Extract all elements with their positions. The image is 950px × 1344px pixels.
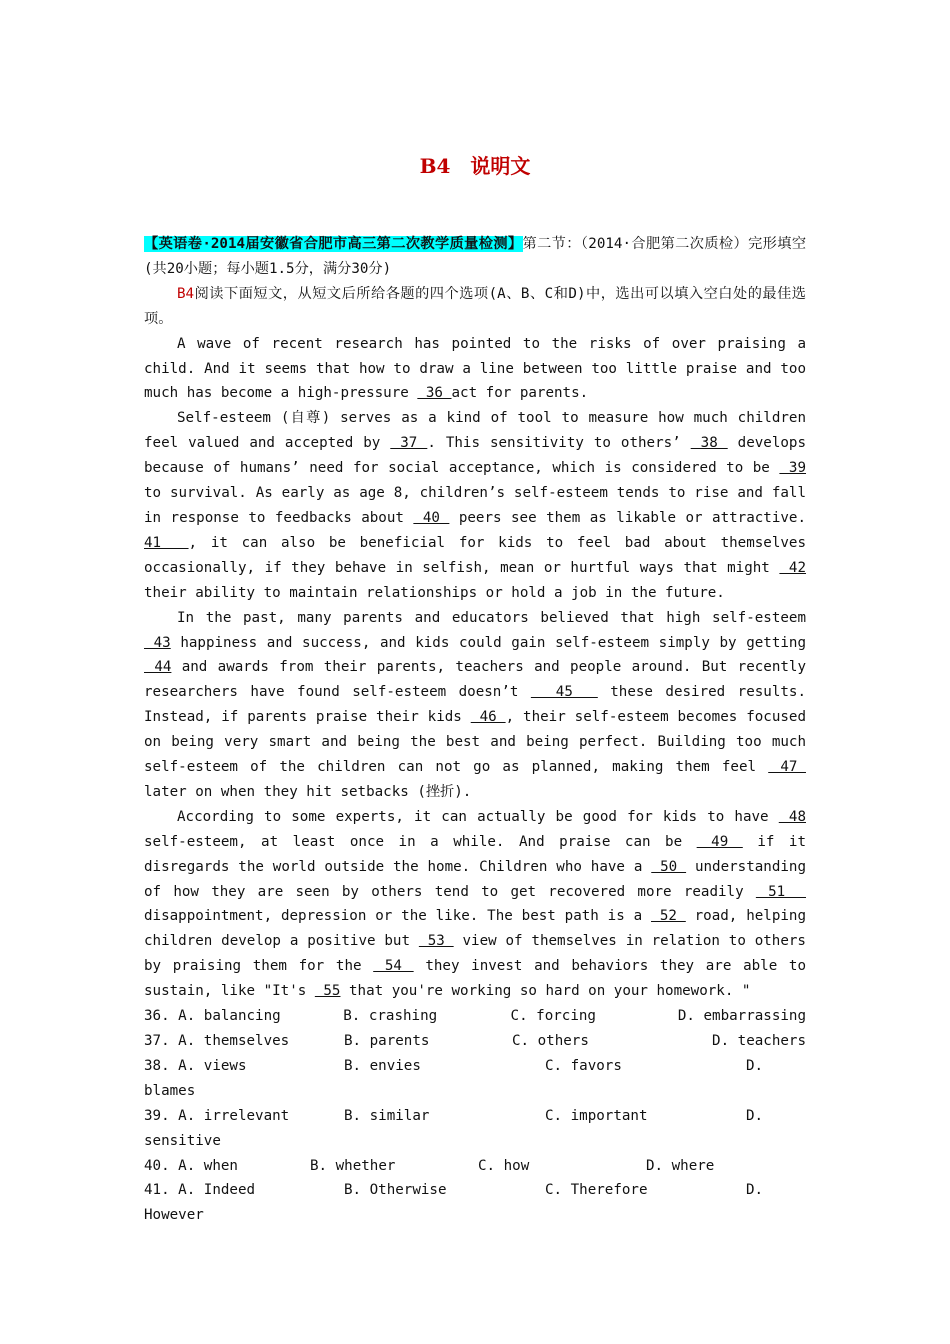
- question-number: 37.: [144, 1033, 170, 1049]
- option-b: B. parents: [344, 1033, 430, 1049]
- option-a-text: A. irrelevant: [178, 1107, 290, 1124]
- page-title: B4 说明文: [419, 154, 531, 178]
- text: In the past, many parents and educators believed that high self-esteem: [177, 609, 806, 626]
- blank-45: 45: [530, 684, 598, 701]
- text: self-esteem, at least once in a while. And praise can be: [144, 833, 697, 850]
- option-c: C. others: [512, 1033, 589, 1049]
- text: According to some experts, it can actually be good for kids to have: [177, 808, 779, 825]
- option-a: [144, 1029, 344, 1054]
- blank-46: 46: [470, 709, 506, 726]
- option-d: D. where: [646, 1157, 715, 1174]
- text: Self-esteem (自尊) serves as a kind of tool to measure how much children feel valued and accepted by: [144, 410, 806, 452]
- text: their ability to maintain relationships or hold a job in the future.: [144, 584, 725, 601]
- instruction-text: 阅读下面短文，从短文后所给各题的四个选项(A、B、C和D)中，选出可以填入空白处的最佳选项。: [144, 285, 806, 327]
- option-row-37: [144, 1029, 806, 1054]
- text: , their self-esteem becomes focused on being very smart and being the best and being perfect. Building too much self-esteem of the children can not go as planned, making them feel: [144, 709, 806, 776]
- option-c: C. Therefore: [545, 1182, 648, 1199]
- question-number: 36.: [144, 1008, 170, 1025]
- text: disappointment, depression or the like. The best path is a: [144, 908, 652, 925]
- option-a: [144, 1004, 343, 1029]
- blank-39: 39: [779, 460, 807, 477]
- paragraph-1: [144, 332, 806, 407]
- blank-55: 55: [314, 983, 341, 1000]
- paragraph-3: [144, 606, 806, 805]
- option-row-40: [144, 1154, 806, 1179]
- text: peers see them as likable or attractive.: [449, 509, 806, 526]
- option-b: B. Otherwise: [344, 1182, 447, 1199]
- paragraph-4: [144, 805, 806, 1004]
- option-d: D.: [746, 1107, 764, 1124]
- option-c: C. important: [545, 1107, 648, 1124]
- paragraph-2: [144, 406, 806, 605]
- source-highlight: 【英语卷·2014届安徽省合肥市高三第二次教学质量检测】: [144, 236, 523, 252]
- blank-52: 52: [651, 908, 686, 925]
- question-number: 38.: [144, 1057, 170, 1074]
- option-c: C. favors: [545, 1057, 622, 1074]
- text: develops because of humans’ need for social acceptance, which is considered to be: [144, 435, 807, 477]
- source-line: [144, 232, 806, 282]
- option-a-text: A. themselves: [178, 1033, 290, 1049]
- option-c: C. forcing: [510, 1008, 596, 1025]
- blank-36: 36: [417, 385, 452, 402]
- option-d-wrap-38: blames: [144, 1082, 196, 1099]
- blank-49: 49: [696, 833, 743, 850]
- blank-38: 38: [690, 435, 728, 452]
- text: . This sensitivity to others’: [427, 435, 691, 452]
- option-a-text: A. Indeed: [178, 1182, 256, 1199]
- option-a: [144, 1054, 344, 1079]
- question-number: 40.: [144, 1157, 170, 1174]
- blank-53: 53: [418, 933, 454, 950]
- option-d: D.: [746, 1182, 764, 1199]
- blank-48: 48: [778, 808, 806, 825]
- blank-50: 50: [651, 858, 687, 875]
- text: , it can also be beneficial for kids to feel bad about themselves occasionally, if they behave in selfish, mean or hurtful ways that might: [144, 534, 806, 576]
- blank-42: 42: [779, 559, 807, 576]
- blank-47: 47: [768, 759, 806, 776]
- text: understanding of how they are seen by others tend to get recovered more readily: [144, 858, 806, 900]
- text: act for parents.: [451, 385, 589, 402]
- blank-37: 37: [390, 435, 428, 452]
- option-d: D.: [746, 1057, 764, 1074]
- text: later on when they hit setbacks (挫折).: [144, 783, 472, 800]
- blank-54: 54: [373, 958, 414, 975]
- body-text: [144, 232, 806, 1228]
- text: happiness and success, and kids could gain self-esteem simply by getting: [170, 634, 806, 651]
- question-number: 41.: [144, 1182, 170, 1199]
- option-a-text: A. balancing: [178, 1008, 281, 1025]
- option-a-text: A. views: [178, 1057, 247, 1074]
- option-b: B. similar: [344, 1107, 430, 1124]
- option-row-36: [144, 1004, 806, 1029]
- instruction-tag: B4: [177, 285, 195, 302]
- text: to survival. As early as age 8, children’s self-esteem tends to rise and fall in response to feedbacks about: [144, 485, 806, 526]
- option-b: B. envies: [344, 1057, 421, 1074]
- blank-44: 44: [144, 659, 172, 676]
- text: if it disregards the world outside the home. Children who have a: [144, 833, 807, 875]
- blank-51: 51: [755, 883, 806, 900]
- text: these desired results. Instead, if parents praise their kids: [144, 684, 806, 726]
- instruction: [144, 282, 806, 332]
- option-d-wrap-39: sensitive: [144, 1132, 221, 1149]
- text: that you're working so hard on your homework. ": [340, 983, 751, 1000]
- option-row-39: [144, 1104, 806, 1129]
- blank-40: 40: [413, 509, 450, 526]
- text: they invest and behaviors they are able to sustain, like "It's: [144, 958, 806, 1000]
- text: and awards from their parents, teachers and people around. But recently researchers have found self-esteem doesn’t: [144, 659, 806, 701]
- option-b: B. whether: [310, 1157, 396, 1174]
- option-a-text: A. when: [178, 1157, 238, 1174]
- option-row-41: [144, 1178, 806, 1203]
- option-d: D. embarrassing: [677, 1008, 806, 1025]
- blank-41: 41: [144, 534, 189, 551]
- text: road, helping children develop a positive but: [144, 908, 806, 950]
- source-rest: 第二节：（2014·合肥第二次质检）完形填空 (共20小题；每小题1.5分，满分30分): [144, 236, 807, 277]
- text: A wave of recent research has pointed to the risks of over praising a child. And it seems that how to draw a line between too little praise and too much has become a high-pressure: [144, 335, 806, 402]
- option-d-wrap-41: However: [144, 1207, 204, 1224]
- blank-43: 43: [144, 634, 171, 651]
- text: view of themselves in relation to others by praising them for the: [144, 933, 806, 975]
- option-c: C. how: [478, 1157, 530, 1174]
- question-number: 39.: [144, 1107, 170, 1124]
- option-a: [144, 1104, 344, 1129]
- option-a: [144, 1178, 344, 1203]
- option-d: D. teachers: [712, 1033, 806, 1049]
- option-row-38: [144, 1054, 806, 1079]
- option-a: [144, 1154, 310, 1179]
- option-b: B. crashing: [343, 1008, 438, 1025]
